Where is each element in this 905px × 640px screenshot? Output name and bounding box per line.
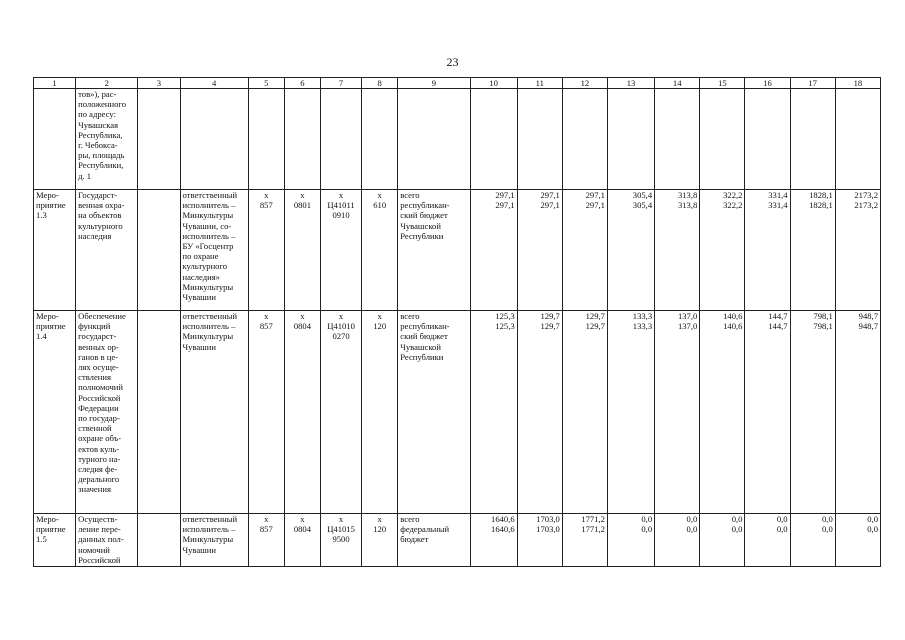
header-cell: 15	[700, 78, 745, 89]
amount-cell	[655, 311, 700, 514]
amount-cell	[607, 514, 654, 567]
header-cell: 7	[320, 78, 361, 89]
activity-code-cell: Меро- приятие 1.5	[34, 514, 76, 567]
header-cell: 18	[835, 78, 880, 89]
source-line: 331,4	[768, 200, 788, 211]
header-cell: 13	[607, 78, 654, 89]
source-line: 1703,0	[536, 524, 560, 535]
total-line: x	[377, 190, 382, 200]
header-cell: 9	[398, 78, 470, 89]
amount-cell	[835, 311, 880, 514]
total-line: x	[264, 514, 269, 524]
activity-name-cell: тов»), рас- положенного по адресу: Чувашская Республика, г. Чебокса- ры, площадь Республики, д. 1	[76, 89, 138, 190]
total-line: 1771,2	[581, 514, 605, 524]
amount-cell	[562, 89, 607, 190]
source-line: 120	[373, 524, 387, 535]
source-line: 948,7	[858, 321, 878, 332]
code-cell	[320, 311, 361, 514]
total-line: 1703,0	[536, 514, 560, 524]
empty-cell	[138, 311, 180, 514]
amount-cell	[562, 311, 607, 514]
header-cell: 8	[362, 78, 398, 89]
amount-cell	[517, 190, 562, 311]
header-cell: 3	[138, 78, 180, 89]
source-line: 297,1	[495, 200, 515, 211]
amount-cell	[835, 514, 880, 567]
source-line: Ц41015 9500	[327, 524, 355, 545]
total-line: 322,2	[723, 190, 743, 200]
empty-cell	[138, 89, 180, 190]
total-line: 297,1	[585, 190, 605, 200]
code-cell	[248, 311, 284, 514]
source-line: 857	[259, 200, 273, 211]
total-line: 0,0	[776, 514, 788, 524]
total-line: 125,3	[495, 311, 515, 321]
total-line: 0,0	[731, 514, 743, 524]
source-line: 0,0	[731, 524, 743, 535]
code-cell	[248, 89, 284, 190]
source-line: республикан- ский бюджет Чувашской Республики	[400, 321, 450, 362]
total-line: 331,4	[768, 190, 788, 200]
total-line: 297,1	[540, 190, 560, 200]
code-cell	[284, 311, 320, 514]
code-cell	[362, 514, 398, 567]
code-cell	[320, 89, 361, 190]
source-line: 798,1	[813, 321, 833, 332]
amount-cell	[607, 89, 654, 190]
total-line: 0,0	[686, 514, 698, 524]
code-cell	[320, 514, 361, 567]
funding-source-cell	[398, 89, 470, 190]
code-cell	[362, 311, 398, 514]
activity-code-cell	[34, 89, 76, 190]
total-line: 129,7	[540, 311, 560, 321]
source-line: 0,0	[641, 524, 653, 535]
source-line: 0804	[293, 524, 312, 535]
total-line: x	[338, 190, 344, 200]
total-line: x	[377, 514, 382, 524]
amount-cell	[562, 514, 607, 567]
header-cell: 5	[248, 78, 284, 89]
header-cell: 17	[790, 78, 835, 89]
header-cell: 1	[34, 78, 76, 89]
source-line: 2173,2	[854, 200, 878, 211]
source-line: 1828,1	[809, 200, 833, 211]
amount-cell	[700, 89, 745, 190]
source-line: 1771,2	[581, 524, 605, 535]
source-line: федеральный бюджет	[400, 524, 450, 545]
source-line: 305,4	[632, 200, 653, 211]
amount-cell	[745, 89, 790, 190]
total-line: x	[338, 514, 344, 524]
activity-code-cell: Меро- приятие 1.4	[34, 311, 76, 514]
amount-cell	[470, 89, 517, 190]
source-line: 857	[259, 524, 273, 535]
header-cell: 16	[745, 78, 790, 89]
amount-cell	[835, 190, 880, 311]
total-line: 313,8	[677, 190, 698, 200]
source-line: 297,1	[540, 200, 560, 211]
source-line: 0,0	[867, 524, 878, 535]
source-line: 140,6	[723, 321, 743, 332]
amount-cell	[790, 514, 835, 567]
total-line: x	[264, 190, 269, 200]
code-cell	[284, 89, 320, 190]
amount-cell	[700, 514, 745, 567]
header-cell: 10	[470, 78, 517, 89]
total-line: 133,3	[632, 311, 653, 321]
amount-cell	[655, 514, 700, 567]
amount-cell	[470, 514, 517, 567]
amount-cell	[655, 89, 700, 190]
empty-cell	[138, 514, 180, 567]
total-line: 2173,2	[854, 190, 878, 200]
total-line: 948,7	[858, 311, 878, 321]
total-line: 0,0	[867, 514, 878, 524]
source-line: 0801	[293, 200, 312, 211]
code-cell	[320, 190, 361, 311]
source-line: 125,3	[495, 321, 515, 332]
total-line: 129,7	[585, 311, 605, 321]
total-line: 0,0	[822, 514, 833, 524]
code-cell	[284, 190, 320, 311]
source-line: 120	[373, 321, 387, 332]
code-cell	[248, 190, 284, 311]
amount-cell	[517, 514, 562, 567]
funding-source-cell	[398, 311, 470, 514]
source-line: 129,7	[540, 321, 560, 332]
code-cell	[362, 190, 398, 311]
header-cell: 14	[655, 78, 700, 89]
table-row	[34, 190, 881, 311]
header-cell: 2	[76, 78, 138, 89]
source-line: республикан- ский бюджет Чувашской Республики	[400, 200, 450, 241]
source-line: 1640,6	[491, 524, 515, 535]
source-line: 0804	[293, 321, 312, 332]
budget-table	[33, 77, 881, 567]
header-cell: 11	[517, 78, 562, 89]
source-line: 0,0	[686, 524, 698, 535]
source-line: 0,0	[822, 524, 833, 535]
total-line: всего	[400, 190, 420, 200]
total-line: 137,0	[677, 311, 698, 321]
amount-cell	[607, 190, 654, 311]
code-cell	[362, 89, 398, 190]
amount-cell	[607, 311, 654, 514]
source-line: 297,1	[585, 200, 605, 211]
source-line: 137,0	[677, 321, 698, 332]
total-line: x	[264, 311, 269, 321]
executor-cell: ответственный исполнитель – Минкультуры Чувашии	[180, 311, 248, 514]
total-line: 798,1	[813, 311, 833, 321]
code-cell	[284, 514, 320, 567]
source-line: 129,7	[585, 321, 605, 332]
source-line: Ц41010 0270	[327, 321, 355, 342]
activity-name-cell: Осуществ- ление пере- данных пол- номочий Российской	[76, 514, 138, 567]
activity-name-cell: Государст- венная охра- на объектов культурного наследия	[76, 190, 138, 311]
amount-cell	[745, 311, 790, 514]
total-line: всего	[400, 311, 420, 321]
table-body	[34, 89, 881, 567]
total-line: 1640,6	[491, 514, 515, 524]
header-cell: 4	[180, 78, 248, 89]
funding-source-cell	[398, 514, 470, 567]
activity-code-cell: Меро- приятие 1.3	[34, 190, 76, 311]
total-line: x	[377, 311, 382, 321]
total-line: 1828,1	[809, 190, 833, 200]
code-cell	[248, 514, 284, 567]
source-line: 0,0	[776, 524, 788, 535]
source-line: 313,8	[677, 200, 698, 211]
amount-cell	[700, 190, 745, 311]
funding-source-cell	[398, 190, 470, 311]
amount-cell	[790, 190, 835, 311]
source-line: 857	[259, 321, 273, 332]
header-cell: 12	[562, 78, 607, 89]
total-line: x	[338, 311, 344, 321]
activity-name-cell: Обеспечение функций государст- венных ор- ганов в це- лях осуще- ствления полномочий Российской Федерации по государ- ственной охране объ- ектов куль- турного на- следия фе- дерального значения	[76, 311, 138, 514]
column-number-row	[34, 78, 881, 89]
amount-cell	[517, 311, 562, 514]
total-line: 297,1	[495, 190, 515, 200]
table-row	[34, 514, 881, 567]
page-number: 23	[446, 55, 459, 69]
total-line: всего	[400, 514, 420, 524]
amount-cell	[745, 514, 790, 567]
source-line: 610	[373, 200, 387, 211]
table-row	[34, 89, 881, 190]
total-line: 140,6	[723, 311, 743, 321]
header-cell: 6	[284, 78, 320, 89]
empty-cell	[138, 190, 180, 311]
total-line: 305,4	[632, 190, 653, 200]
source-line: Ц41011 0910	[327, 200, 355, 221]
amount-cell	[700, 311, 745, 514]
executor-cell: ответственный исполнитель – Минкультуры Чувашии	[180, 514, 248, 567]
amount-cell	[745, 190, 790, 311]
amount-cell	[790, 89, 835, 190]
executor-cell	[180, 89, 248, 190]
amount-cell	[517, 89, 562, 190]
total-line: x	[300, 190, 305, 200]
table-row	[34, 311, 881, 514]
total-line: 144,7	[768, 311, 788, 321]
source-line: 322,2	[723, 200, 743, 211]
total-line: x	[300, 514, 305, 524]
amount-cell	[562, 190, 607, 311]
amount-cell	[790, 311, 835, 514]
source-line: 144,7	[768, 321, 788, 332]
source-line: 133,3	[632, 321, 653, 332]
executor-cell: ответственный исполнитель – Минкультуры Чувашии, со- исполнитель – БУ «Госцентр по охране культурного наследия» Минкультуры Чувашии	[180, 190, 248, 311]
amount-cell	[655, 190, 700, 311]
amount-cell	[470, 190, 517, 311]
amount-cell	[835, 89, 880, 190]
total-line: 0,0	[641, 514, 653, 524]
total-line: x	[300, 311, 305, 321]
amount-cell	[470, 311, 517, 514]
